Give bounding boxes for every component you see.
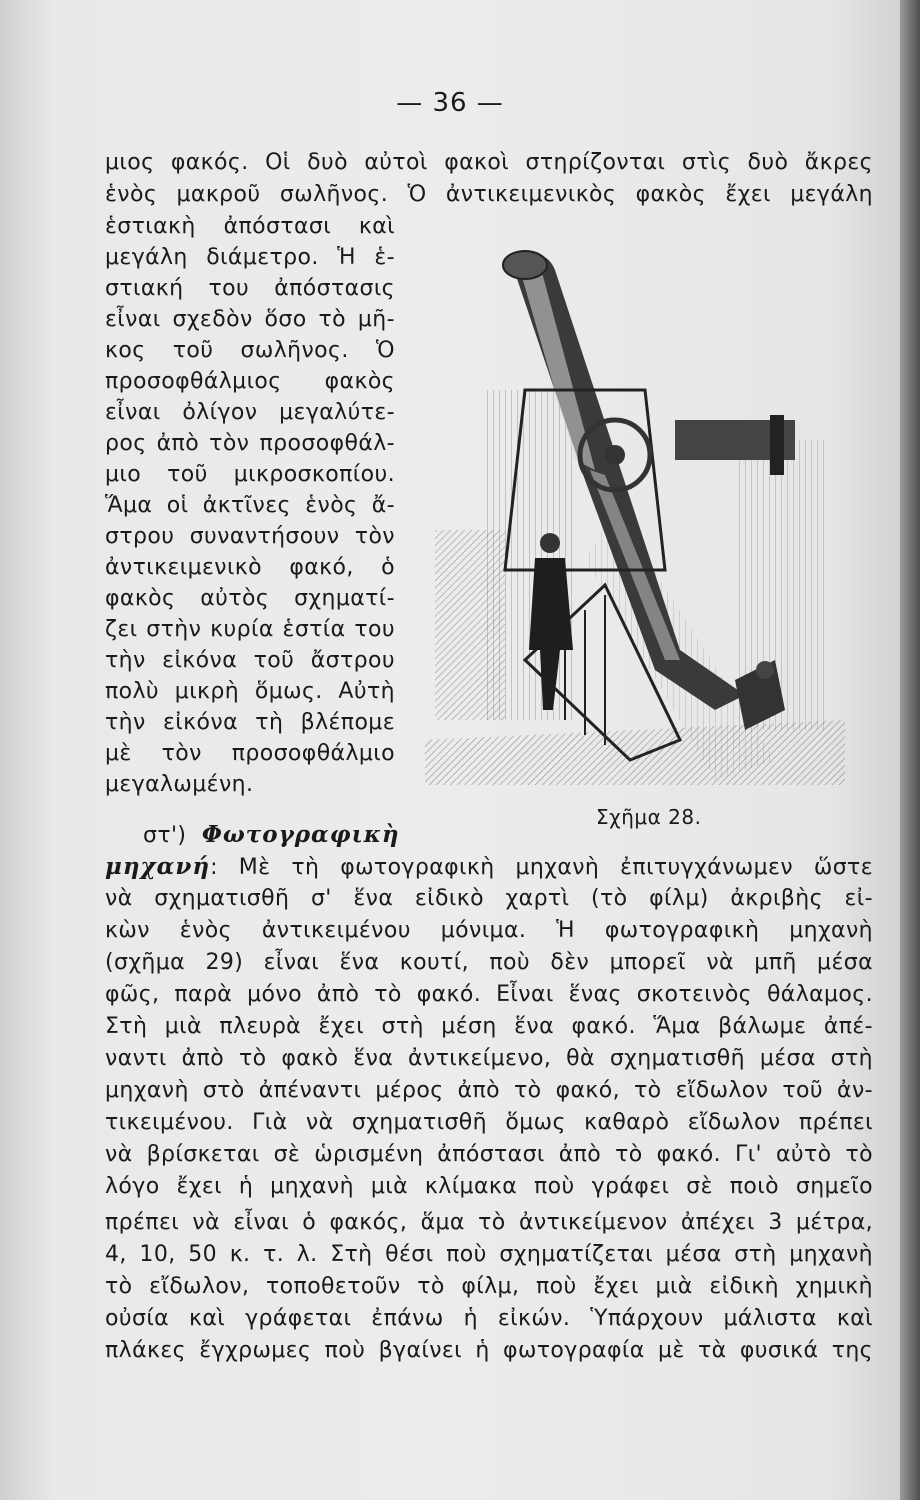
section-heading-continued: μηχανή bbox=[105, 853, 211, 880]
text-line: μιο τοῦ μικροσκοπίου. bbox=[105, 462, 395, 487]
section-prefix: στ') bbox=[143, 823, 187, 848]
text-line: ἑνὸς μακροῦ σωλῆνος. Ὁ ἀντικειμενικὸς φακὸς ἔχει μεγάλη bbox=[105, 182, 873, 207]
text-line: τικειμένου. Γιὰ νὰ σχηματισθῆ ὅμως καθαρὸ εἴδωλον πρέπει bbox=[105, 1110, 873, 1135]
section-intro: : Μὲ τὴ φωτογραφικὴ μηχανὴ ἐπιτυγχάνωμεν ὥστε bbox=[210, 855, 873, 880]
text-line: λόγο ἔχει ἡ μηχανὴ μιὰ κλίμακα ποὺ γράφει σὲ ποιὸ σημεῖο bbox=[105, 1174, 873, 1199]
text-line: εἶναι ὀλίγον μεγαλύτε- bbox=[105, 400, 395, 425]
text-line: νὰ βρίσκεται σὲ ὡρισμένη ἀπόστασι ἀπὸ τὸ φακό. Γι' αὐτὸ τὸ bbox=[105, 1142, 873, 1167]
text-line: μεγάλη διάμετρο. Ἡ ἑ- bbox=[105, 245, 395, 270]
text-line: κος τοῦ σωλῆνος. Ὁ bbox=[105, 338, 395, 363]
text-line: (σχῆμα 29) εἶναι ἕνα κουτί, ποὺ δὲν μπορεῖ νὰ μπῆ μέσα bbox=[105, 950, 873, 975]
page-number: — 36 — bbox=[396, 88, 504, 118]
text-line: εἶναι σχεδὸν ὅσο τὸ μῆ- bbox=[105, 307, 395, 332]
text-line: πλάκες ἔγχρωμες ποὺ βγαίνει ἡ φωτογραφία μὲ τὰ φυσικά της bbox=[105, 1338, 873, 1363]
section-heading-line bbox=[105, 820, 873, 851]
text-line: μεγαλωμένη. bbox=[105, 772, 254, 797]
text-line: τὸ εἴδωλον, τοποθετοῦν τὸ φίλμ, ποὺ ἔχει μιὰ εἰδικὴ χημικὴ bbox=[105, 1274, 873, 1299]
text-line: τὴν εἰκόνα τὴ βλέπομε bbox=[105, 710, 395, 735]
text-line: πρέπει νὰ εἶναι ὁ φακός, ἅμα τὸ ἀντικείμενον ἀπέχει 3 μέτρα, bbox=[105, 1210, 873, 1235]
text-line: κὼν ἑνὸς ἀντικειμένου μόνιμα. Ἡ φωτογραφικὴ μηχανὴ bbox=[105, 918, 873, 943]
text-line: ναντι ἀπὸ τὸ φακὸ ἕνα ἀντικείμενο, θὰ σχηματισθῆ μέσα στὴ bbox=[105, 1046, 873, 1071]
text-line: πολὺ μικρὴ ὅμως. Αὐτὴ bbox=[105, 679, 395, 704]
text-line: τὴν εἰκόνα τοῦ ἄστρου bbox=[105, 648, 395, 673]
figure-caption: Σχῆμα 28. bbox=[596, 805, 702, 829]
text-line: ζει στὴν κυρία ἑστία του bbox=[105, 617, 395, 642]
text-line: οὐσία καὶ γράφεται ἐπάνω ἡ εἰκών. Ὑπάρχουν μάλιστα καὶ bbox=[105, 1306, 873, 1331]
text-line: στιακή του ἀπόστασις bbox=[105, 276, 395, 301]
text-line: ἀντικειμενικὸ φακό, ὁ bbox=[105, 555, 395, 580]
text-line bbox=[105, 852, 873, 883]
text-line: ρος ἀπὸ τὸν προσοφθάλ- bbox=[105, 431, 395, 456]
text-line: μιος φακός. Οἱ δυὸ αὐτοὶ φακοὶ στηρίζονται στὶς δυὸ ἄκρες bbox=[105, 150, 873, 175]
text-line: νὰ σχηματισθῆ σ' ἕνα εἰδικὸ χαρτὶ (τὸ φίλμ) ἀκριβὴς εἰ- bbox=[105, 886, 873, 911]
text-line: μὲ τὸν προσοφθάλμιο bbox=[105, 741, 395, 766]
text-line: φακὸς αὐτὸς σχηματί- bbox=[105, 586, 395, 611]
text-line: μηχανὴ στὸ ἀπέναντι μέρος ἀπὸ τὸ φακό, τὸ εἴδωλον τοῦ ἀν- bbox=[105, 1078, 873, 1103]
text-line: ἑστιακὴ ἀπόστασι καὶ bbox=[105, 214, 395, 239]
text-line: 4, 10, 50 κ. τ. λ. Στὴ θέσι ποὺ σχηματίζεται μέσα στὴ μηχανὴ bbox=[105, 1242, 873, 1267]
section-heading: Φωτογραφικὴ bbox=[201, 821, 400, 848]
text-line: φῶς, παρὰ μόνο ἀπὸ τὸ φακό. Εἶναι ἕνας σκοτεινὸς θάλαμος. bbox=[105, 982, 873, 1007]
page-edge-shadow bbox=[900, 0, 920, 1500]
telescope-illustration bbox=[415, 240, 845, 785]
text-line: Ἅμα οἱ ἀκτῖνες ἑνὸς ἄ- bbox=[105, 493, 395, 518]
text-line: προσοφθάλμιος φακὸς bbox=[105, 369, 395, 394]
text-line: Στὴ μιὰ πλευρὰ ἔχει στὴ μέση ἕνα φακό. Ἅμα βάλωμε ἀπέ- bbox=[105, 1014, 873, 1039]
text-line: στρου συναντήσουν τὸν bbox=[105, 524, 395, 549]
